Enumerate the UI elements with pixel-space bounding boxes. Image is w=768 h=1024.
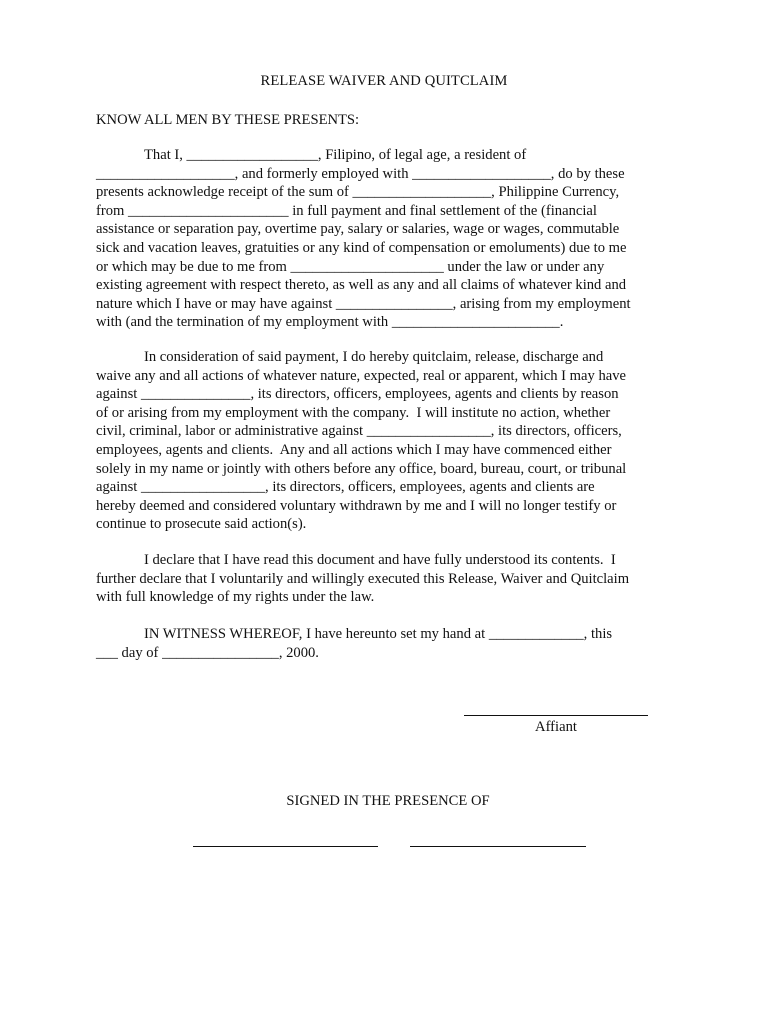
affiant-label: Affiant bbox=[535, 719, 577, 735]
text-line: employees, agents and clients. Any and all actions which I may have commenced either bbox=[96, 441, 612, 458]
witness-signature-line-2 bbox=[410, 846, 586, 847]
text-line: of or arising from my employment with the company. I will institute no action, whether bbox=[96, 404, 611, 421]
text-line: continue to prosecute said action(s). bbox=[96, 516, 307, 533]
witness-signature-line-1 bbox=[193, 846, 378, 847]
witness-heading: SIGNED IN THE PRESENCE OF bbox=[286, 793, 490, 809]
text-line: ___ day of ________________, 2000. bbox=[96, 644, 319, 661]
text-line: with full knowledge of my rights under the law. bbox=[96, 589, 375, 606]
text-line: presents acknowledge receipt of the sum of ___________________, Philippine Currency, bbox=[96, 184, 620, 201]
text-line: or which may be due to me from _____________________ under the law or under any bbox=[96, 258, 605, 275]
document-title: RELEASE WAIVER AND QUITCLAIM bbox=[260, 73, 508, 89]
text-line: further declare that I voluntarily and willingly executed this Release, Waiver and Quitclaim bbox=[96, 570, 630, 587]
text-line: assistance or separation pay, overtime pay, salary or salaries, wage or wages, commutable bbox=[96, 221, 620, 238]
text-line: IN WITNESS WHEREOF, I have hereunto set my hand at _____________, this bbox=[144, 626, 613, 642]
text-line: That I, __________________, Filipino, of legal age, a resident of bbox=[144, 147, 527, 163]
text-line: existing agreement with respect thereto, as well as any and all claims of whatever kind and bbox=[96, 277, 627, 294]
text-line: waive any and all actions of whatever nature, expected, real or apparent, which I may have bbox=[96, 367, 626, 384]
text-line: nature which I have or may have against ________________, arising from my employment bbox=[96, 295, 631, 312]
text-line: sick and vacation leaves, gratuities or any kind of compensation or emoluments) due to me bbox=[96, 239, 627, 256]
greeting: KNOW ALL MEN BY THESE PRESENTS: bbox=[96, 112, 360, 128]
paragraph-receipt bbox=[96, 146, 686, 332]
text-line: I declare that I have read this document and have fully understood its contents. I bbox=[144, 552, 616, 568]
text-line: against _________________, its directors, officers, employees, agents and clients are bbox=[96, 479, 595, 496]
paragraph-witness-whereof bbox=[96, 625, 686, 662]
text-line: solely in my name or jointly with others before any office, board, bureau, court, or tribunal bbox=[96, 460, 627, 477]
text-line: with (and the termination of my employment with _______________________. bbox=[96, 314, 564, 331]
paragraph-declaration bbox=[96, 551, 686, 607]
affiant-signature-line bbox=[464, 715, 648, 716]
text-line: civil, criminal, labor or administrative against _________________, its directors, officers, bbox=[96, 423, 622, 440]
paragraph-quitclaim bbox=[96, 348, 686, 534]
text-line: from ______________________ in full payment and final settlement of the (financial bbox=[96, 202, 597, 219]
text-line: ___________________, and formerly employed with ___________________, do by these bbox=[96, 165, 625, 182]
text-line: In consideration of said payment, I do hereby quitclaim, release, discharge and bbox=[144, 349, 604, 365]
text-line: against _______________, its directors, officers, employees, agents and clients by reason bbox=[96, 386, 619, 403]
text-line: hereby deemed and considered voluntary withdrawn by me and I will no longer testify or bbox=[96, 497, 617, 514]
